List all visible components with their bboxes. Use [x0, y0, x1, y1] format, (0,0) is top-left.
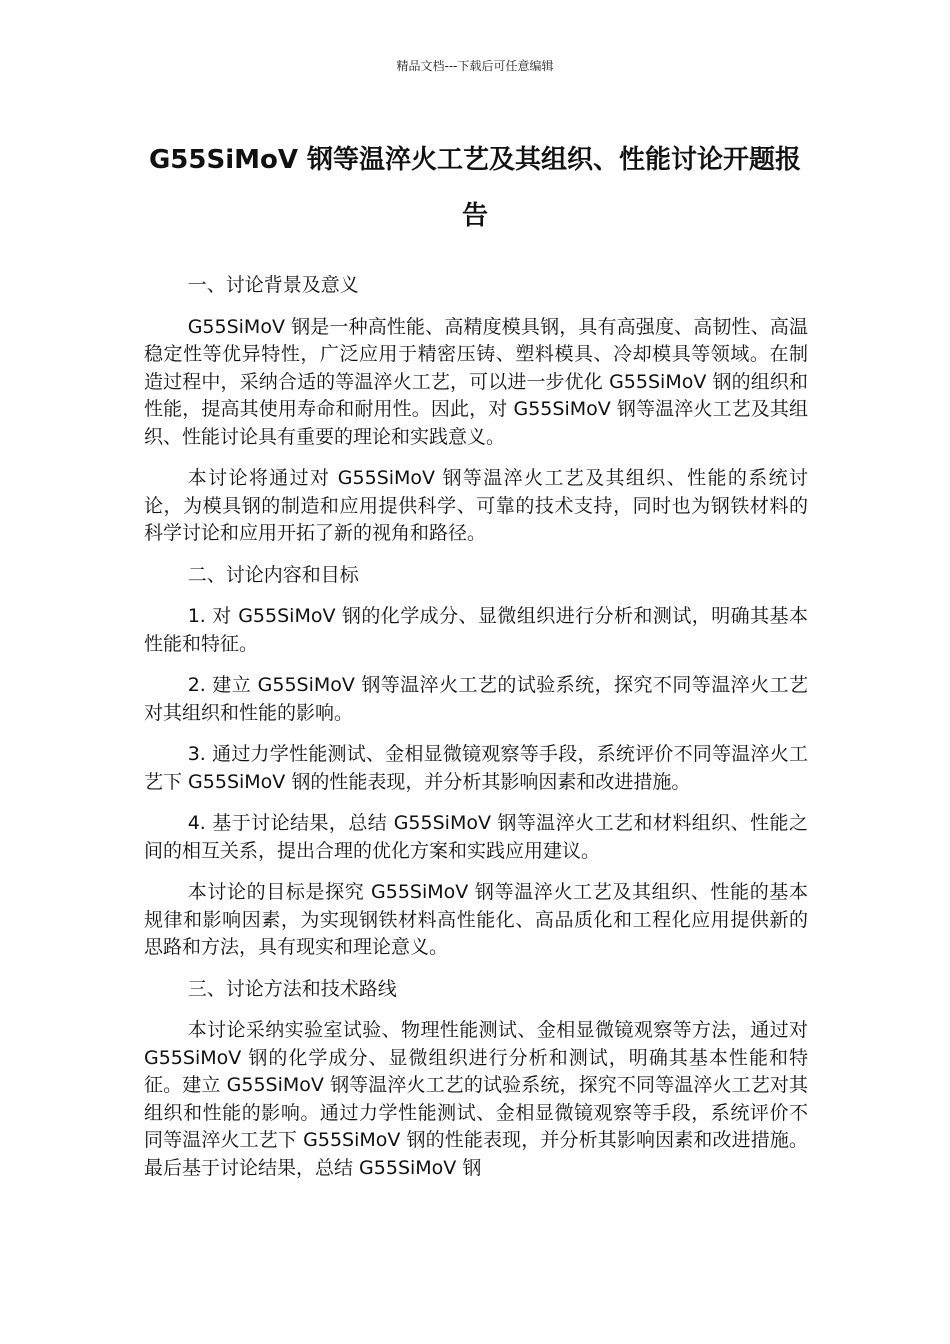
paragraph-background: G55SiMoV 钢是一种高性能、高精度模具钢，具有高强度、高韧性、高温稳定性等优异特性，广泛应用于精密压铸、塑料模具、冷却模具等领域。在制造过程中，采纳合适的等温淬火工艺，可以进一步优化 G55SiMoV 钢的组织和性能，提高其使用寿命和耐用性。因此，对 G55SiMoV 钢等温淬火工艺及其组织、性能讨论具有重要的理论和实践意义。: [144, 315, 808, 448]
paragraph-significance: 本讨论将通过对 G55SiMoV 钢等温淬火工艺及其组织、性能的系统讨论，为模具钢的制造和应用提供科学、可靠的技术支持，同时也为钢铁材料的科学讨论和应用开拓了新的视角和路径。: [144, 467, 808, 544]
page-header-watermark: 精品文档---下载后可任意编辑: [396, 59, 554, 73]
paragraph-goal: 本讨论的目标是探究 G55SiMoV 钢等温淬火工艺及其组织、性能的基本规律和影响因素，为实现钢铁材料高性能化、高品质化和工程化应用提供新的思路和方法，具有现实和理论意义。: [144, 881, 808, 958]
section-heading-1: 一、讨论背景及意义: [187, 274, 359, 296]
section-heading-2: 二、讨论内容和目标: [187, 563, 359, 586]
paragraph-methods: 本讨论采纳实验室试验、物理性能测试、金相显微镜观察等方法，通过对 G55SiMoV 钢的化学成分、显微组织进行分析和测试，明确其基本性能和特征。建立 G55SiMoV 钢等温淬火工艺的试验系统，探究不同等温淬火工艺对其组织和性能的影响。通过力学性能测试、金相显微镜观察等手段，系统评价不同等温淬火工艺下 G55SiMoV 钢的性能表现，并分析其影响因素和改进措施。最后基于讨论结果，总结 G55SiMoV 钢: [144, 1019, 808, 1179]
document-title: G55SiMoV 钢等温淬火工艺及其组织、性能讨论开题报告: [148, 145, 802, 231]
list-item-2: 2. 建立 G55SiMoV 钢等温淬火工艺的试验系统，探究不同等温淬火工艺对其组织和性能的影响。: [144, 674, 808, 724]
section-heading-3: 三、讨论方法和技术路线: [187, 977, 397, 1000]
list-item-1: 1. 对 G55SiMoV 钢的化学成分、显微组织进行分析和测试，明确其基本性能和特征。: [144, 605, 808, 655]
list-item-3: 3. 通过力学性能测试、金相显微镜观察等手段，系统评价不同等温淬火工艺下 G55SiMoV 钢的性能表现，并分析其影响因素和改进措施。: [144, 743, 808, 793]
list-item-4: 4. 基于讨论结果，总结 G55SiMoV 钢等温淬火工艺和材料组织、性能之间的相互关系，提出合理的优化方案和实践应用建议。: [144, 812, 808, 862]
document-body: [144, 272, 808, 1196]
